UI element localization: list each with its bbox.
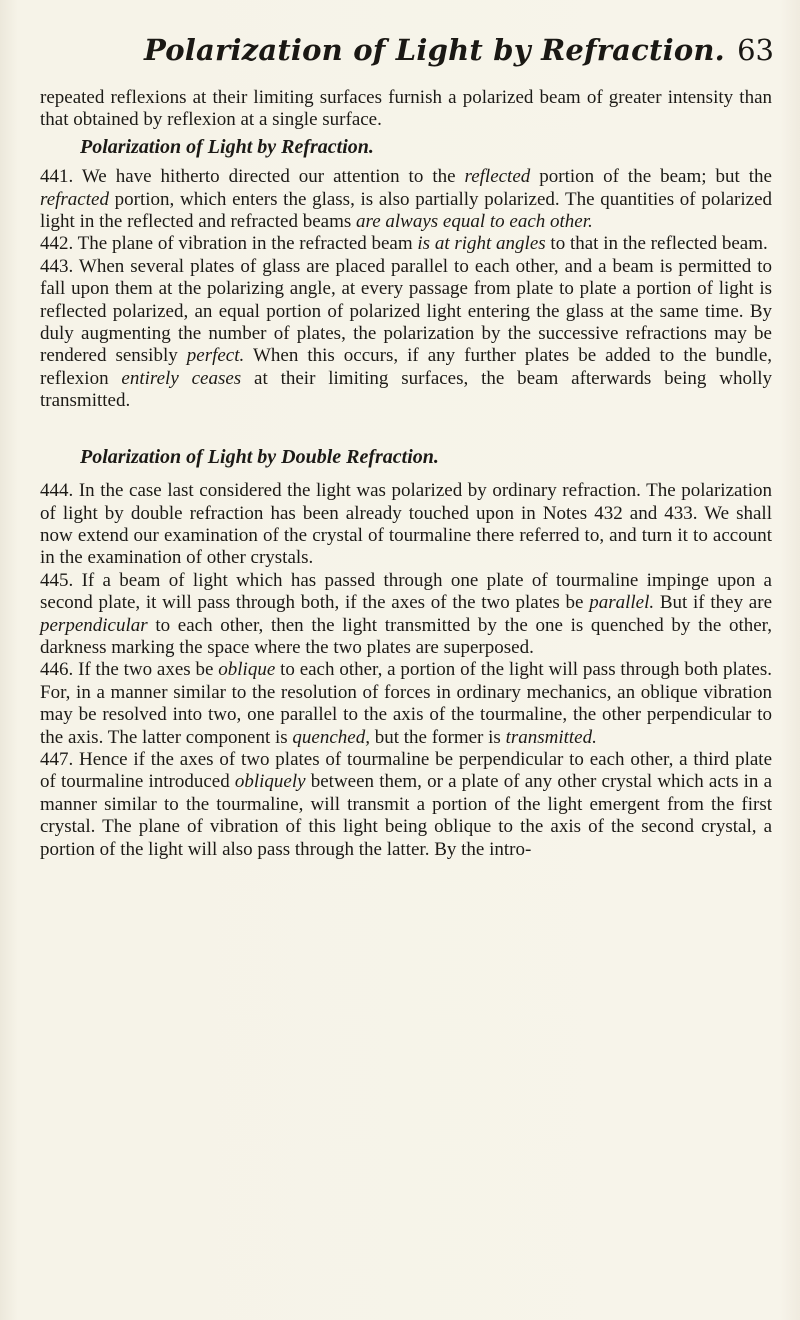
text-run: portion of the beam; but the [530, 166, 772, 188]
paragraph-number: 441. [40, 166, 74, 188]
paragraph-446 [40, 659, 772, 749]
text-run: In the case last considered the light was polarized by ordinary refraction. The polarization of light by double refraction has been already touched upon in Notes 432 and 433. We shall now extend our examination of the crystal of tourmaline there referred to, and turn it to account in the examination of other crystals. [40, 480, 772, 569]
paragraph-number: 444. [40, 480, 74, 502]
paragraph-441 [40, 166, 772, 233]
text-run: to that in the reflected beam. [545, 233, 768, 255]
paragraph-number: 443. [40, 255, 74, 277]
body-text [40, 87, 772, 861]
text-run: The plane of vibration in the refracted beam [73, 233, 418, 255]
section-heading-refraction: Polarization of Light by Refraction. [80, 135, 374, 158]
intro-paragraph: repeated reflexions at their limiting surfaces furnish a polarized beam of greater intensity than that obtained by reflexion at a single surface. [40, 87, 772, 131]
paragraph-442 [40, 233, 772, 255]
paragraph-number: 445. [40, 569, 74, 591]
paragraph-443 [40, 256, 772, 413]
text-run: but the former is [369, 726, 506, 748]
text-run: to each other, a portion of the light will pass through both plates. For, in a manner similar to the resolution of forces in ordinary mechanics, an oblique vibration may be resolved into two, one parallel to the axis of the tourmaline, the other perpendicular to the axis. The latter component is [40, 659, 773, 748]
text-run: If a beam of light which has passed through one plate of tourmaline impinge upon a second plate, it will pass through both, if the axes of the two plates be [40, 569, 772, 614]
text-run: to each other, then the light transmitted by the one is quenched by the other, darkness marking the space where the two plates are superposed. [40, 614, 772, 658]
text-run: between them, or a plate of any other crystal which acts in a manner similar to the tourmaline, will transmit a portion of the light emergent from the first crystal. The plane of vibration of this light being oblique to the axis of the second crystal, a portion of the light will also pass through the latter. By the intro- [40, 771, 772, 860]
text-run: We have hitherto directed our attention to the [73, 166, 465, 188]
paragraph-number: 447. [40, 748, 74, 770]
paragraph-447 [40, 749, 772, 861]
emphasis: refracted [40, 188, 109, 210]
text-run: If the two axes be [73, 659, 219, 681]
paragraph-number: 446. [40, 659, 74, 681]
section-heading-double-refraction: Polarization of Light by Double Refraction. [80, 445, 439, 468]
emphasis: perpendicular [40, 614, 148, 636]
paragraph-445 [40, 570, 772, 660]
text-run: Hence if the axes of two plates of tourmaline be perpendicular to each other, a third plate of tourmaline introduced [40, 748, 772, 793]
page-header [40, 33, 778, 73]
paragraph-444 [40, 480, 772, 570]
text-run: at their limiting surfaces, the beam afterwards being wholly transmitted. [40, 367, 772, 412]
emphasis: quenched, [292, 726, 370, 748]
text-run: portion, which enters the glass, is also partially polarized. The quantities of polarized light in the reflected and refracted beams [40, 188, 772, 233]
text-run: When this occurs, if any further plates be added to the bundle, reflexion [40, 345, 773, 389]
emphasis: are always equal to each other. [356, 211, 593, 233]
emphasis: perfect. [186, 345, 245, 367]
text-run: When several plates of glass are placed parallel to each other, and a beam is permitted to fall upon them at the polarizing angle, at every passage from plate to plate a portion of light is reflected polarized, an equal portion of polarized light entering the glass at the same time. By duly augmenting the number of plates, the polarization by the successive refractions may be rendered sensibly [40, 255, 772, 367]
emphasis: obliquely [234, 771, 306, 793]
emphasis: is at right angles [417, 233, 546, 255]
emphasis: reflected [464, 166, 531, 188]
running-title: Polarization of Light by Refraction. [144, 33, 725, 67]
emphasis: transmitted. [505, 726, 597, 748]
paragraph-number: 442. [40, 233, 74, 255]
emphasis: oblique [218, 659, 276, 681]
emphasis: entirely ceases [121, 367, 242, 389]
page-number: 63 [737, 33, 774, 67]
emphasis: parallel. [589, 592, 655, 614]
text-run: But if they are [654, 592, 772, 614]
